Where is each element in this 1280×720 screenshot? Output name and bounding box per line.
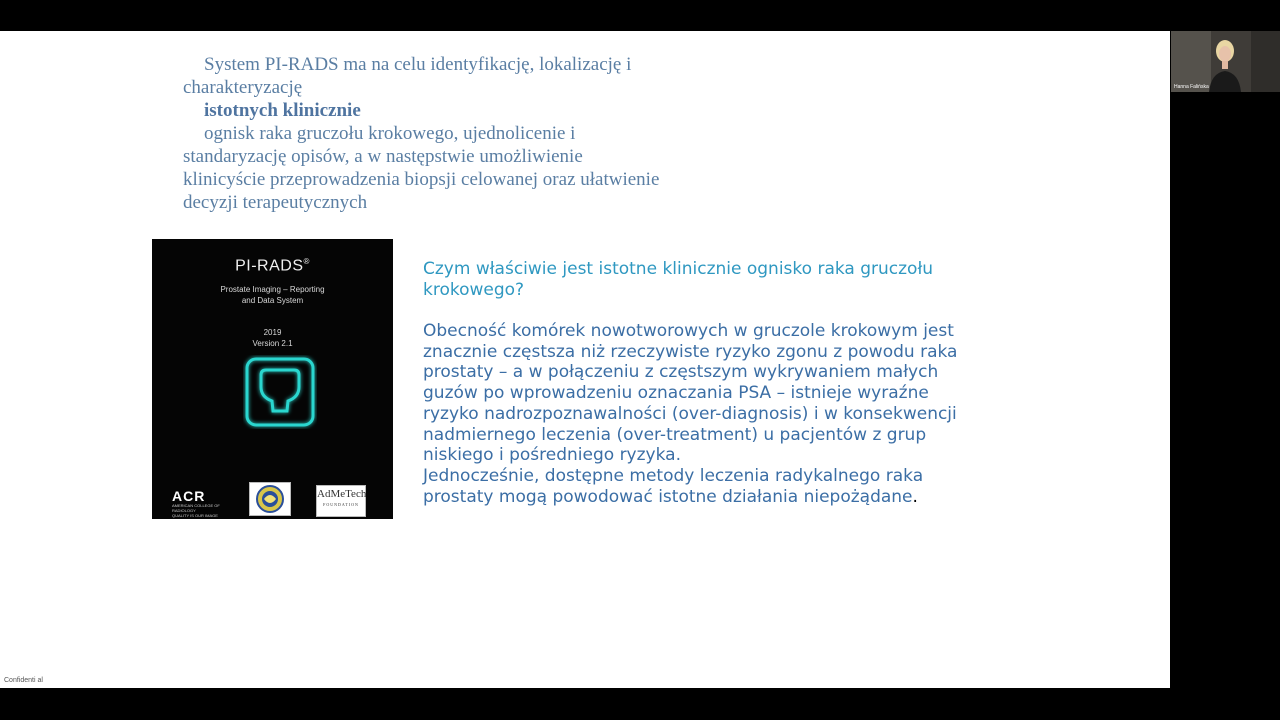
cover-subtitle-line: and Data System [241, 296, 304, 305]
acr-logo-sub: RADIOLOGY [172, 508, 196, 513]
intro-line: ognisk raka gruczołu krokowego, ujednolicenie i [204, 123, 576, 144]
acr-logo-sub: AMERICAN COLLEGE OF [172, 503, 220, 508]
slide-body-paragraph [423, 321, 1013, 507]
body-line: Obecność komórek nowotworowych w gruczole krokowym jest [423, 321, 954, 341]
intro-emphasis: istotnych klinicznie [204, 100, 361, 121]
acr-logo-text: ACR [172, 488, 206, 504]
body-end-dot: . [912, 486, 918, 507]
body-line: prostaty – a w połączeniu z częstszym wykrywaniem małych [423, 362, 939, 383]
participant-avatar [1171, 31, 1280, 92]
pi-rads-logo-icon [243, 355, 317, 429]
intro-line: decyzji terapeutycznych [183, 192, 368, 213]
cover-subtitle [152, 284, 393, 306]
cover-version-label: Version 2.1 [252, 339, 293, 348]
registered-mark: ® [303, 257, 310, 266]
admetech-logo-sub: FOUNDATION [323, 502, 359, 507]
body-line: guzów po wprowadzeniu oznaczania PSA – istnieje wyraźne [423, 383, 929, 404]
intro-line: System PI-RADS ma na celu identyfikację, lokalizację i [204, 54, 632, 75]
presentation-slide [0, 31, 1170, 688]
intro-line: standaryzację opisów, a w następstwie umożliwienie [183, 146, 583, 167]
acr-logo-tagline: QUALITY IS OUR IMAGE [172, 513, 218, 518]
body-line: ryzyko nadrozpoznawalności (over-diagnosis) i w konsekwencji [423, 403, 957, 424]
body-line: Jednocześnie, dostępne metody leczenia radykalnego raka [423, 465, 924, 486]
admetech-logo [316, 485, 366, 517]
cover-year: 2019 [263, 328, 282, 337]
acr-logo [172, 488, 222, 518]
body-line: niskiego i pośredniego ryzyka. [423, 445, 681, 466]
slide-question-heading: Czym właściwie jest istotne klinicznie ognisko raka gruczołu krokowego? [423, 259, 934, 300]
cover-version [152, 327, 393, 349]
body-line: nadmiernego leczenia (over-treatment) u pacjentów z grup [423, 424, 927, 445]
intro-line: klinicyście przeprowadzenia biopsji celowanej oraz ułatwienie [183, 169, 660, 190]
participant-video-tile[interactable] [1171, 31, 1280, 92]
confidential-label: Confidenti al [4, 677, 43, 684]
cover-subtitle-line: Prostate Imaging – Reporting [220, 285, 325, 294]
body-line [423, 487, 1013, 508]
intro-paragraph [183, 53, 743, 214]
admetech-logo-text: AdMeTech [317, 488, 367, 500]
body-line-text: prostaty mogą powodować istotne działania niepożądane [423, 486, 913, 507]
participant-name: Hanna Falińska [1174, 84, 1209, 90]
cover-title [152, 257, 393, 275]
intro-line: charakteryzację [183, 77, 303, 98]
esur-seal-logo [249, 482, 291, 516]
pi-rads-cover-image [152, 239, 393, 519]
body-line: znacznie częstsza niż rzeczywiste ryzyko zgonu z powodu raka [423, 341, 958, 362]
cover-brand: PI-RADS [235, 257, 304, 275]
